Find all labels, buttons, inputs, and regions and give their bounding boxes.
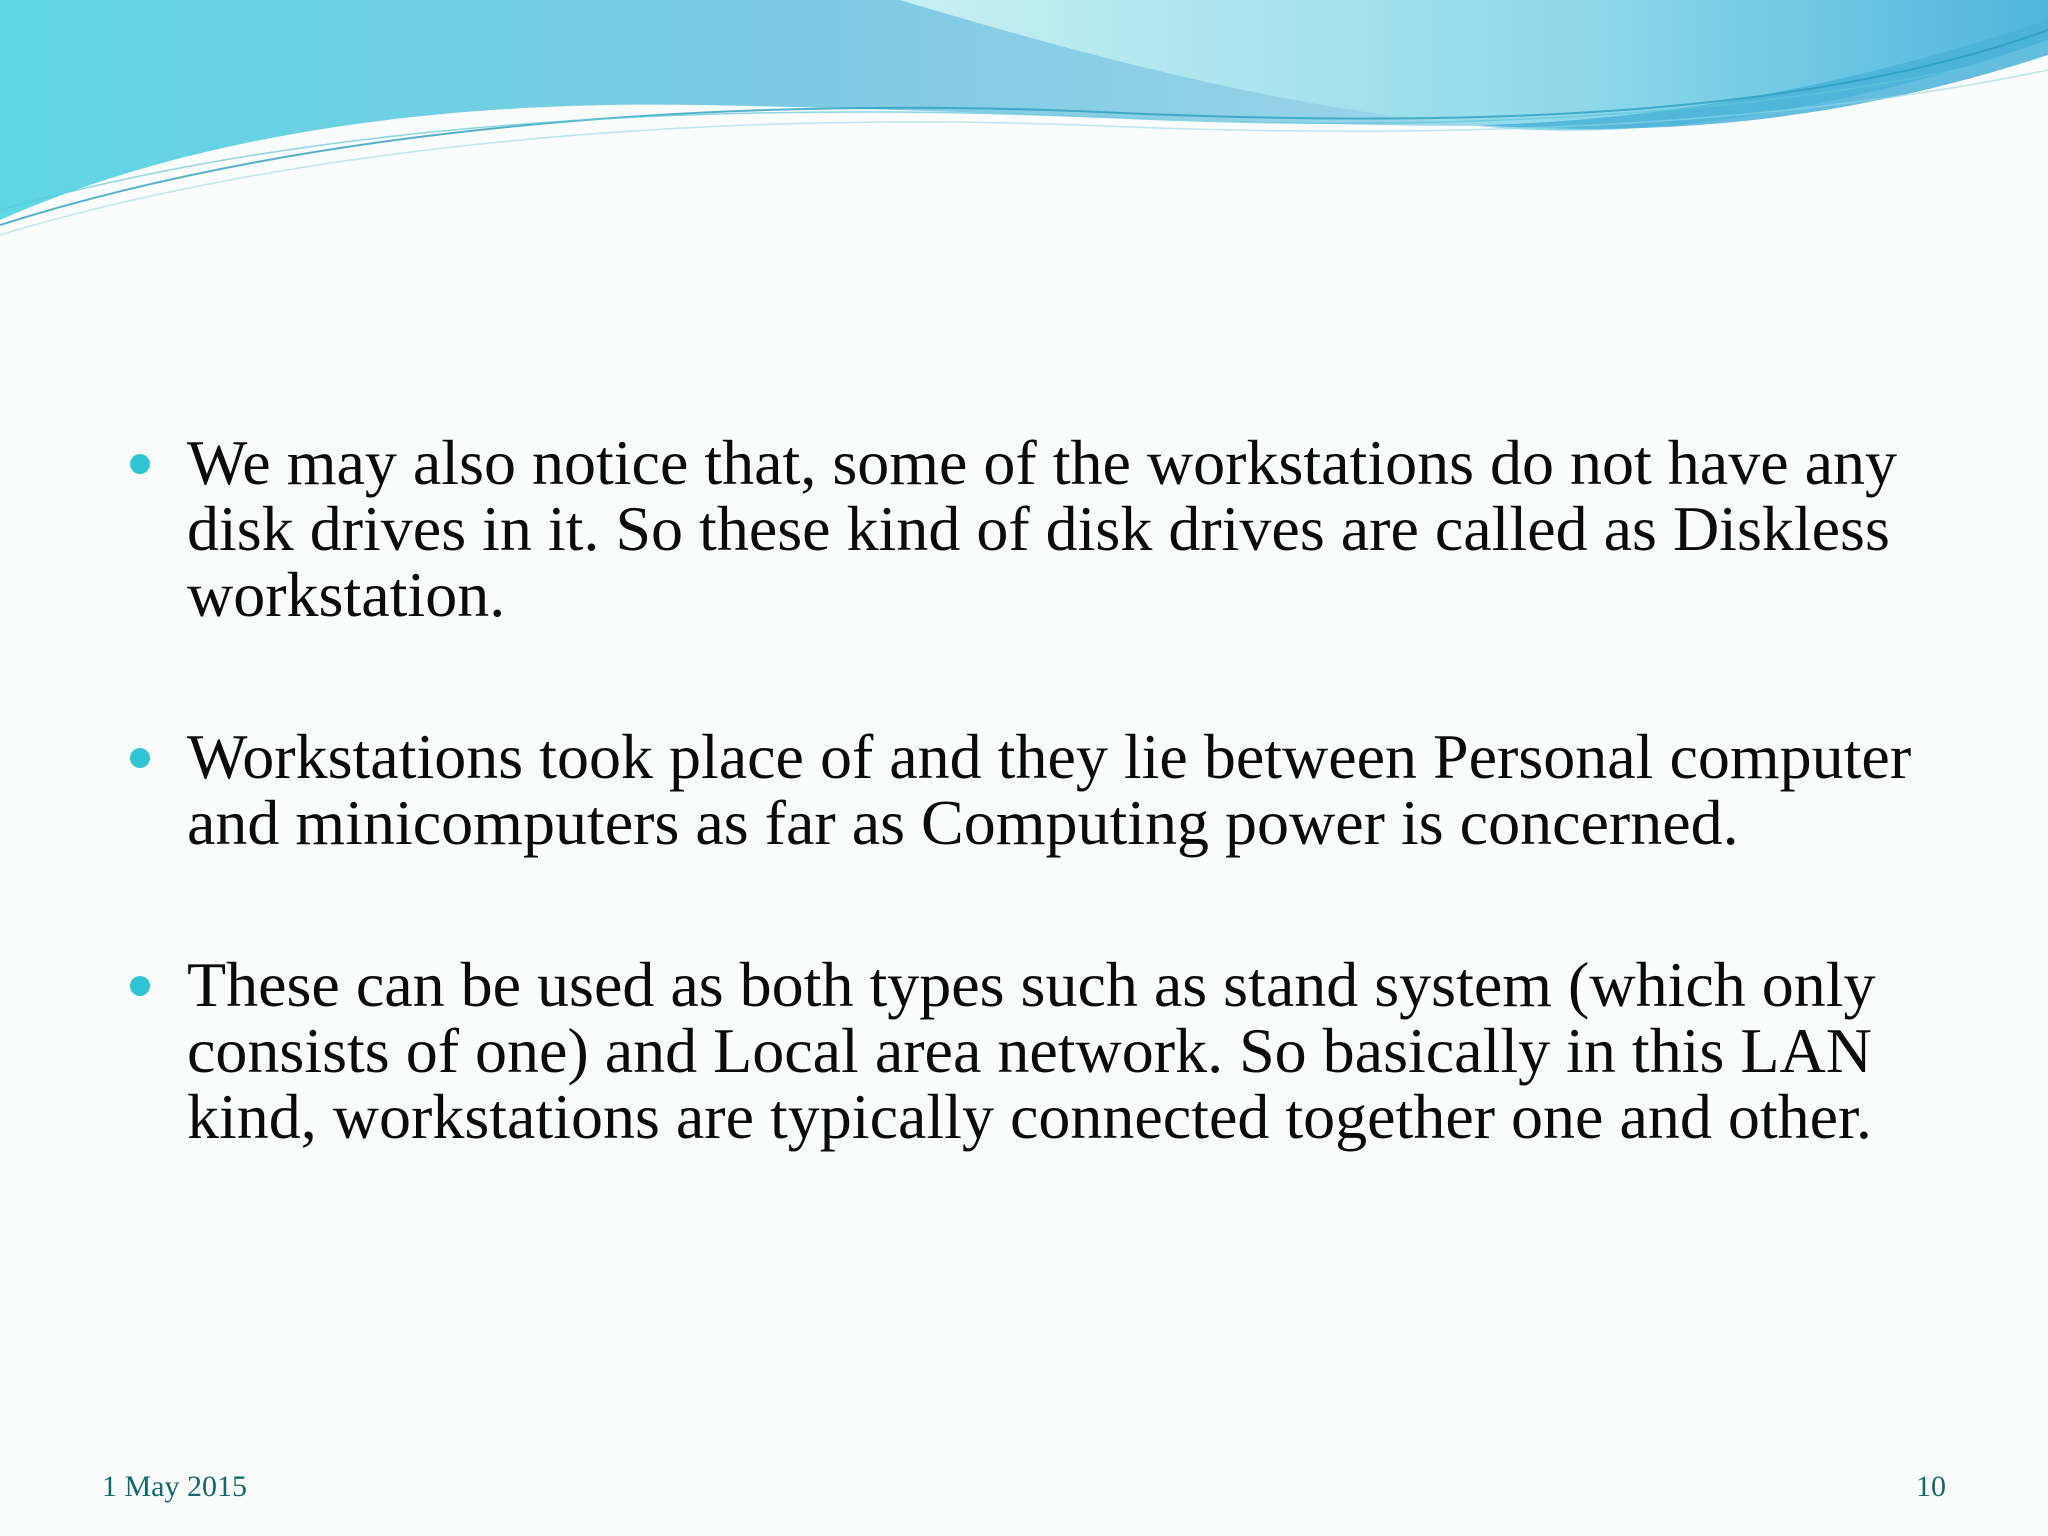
bullet-item — [130, 949, 1930, 1152]
bullet-text: These can be used as both types such as stand system (which only consists of one) and Local area network. So basically in this LAN kind, workstations are typically connected together one and other. — [187, 949, 1876, 1152]
bullet-dot-icon — [130, 748, 150, 768]
bullet-dot-icon — [130, 454, 150, 474]
bullet-item — [130, 427, 1930, 630]
bullet-dot-icon — [130, 976, 150, 996]
bullet-list — [130, 427, 1930, 1246]
footer-page-number: 10 — [1916, 1470, 1946, 1503]
bullet-text: Workstations took place of and they lie between Personal computer and minicomputers as far as Computing power is concerned. — [187, 721, 1912, 858]
bullet-text: We may also notice that, some of the workstations do not have any disk drives in it. So these kind of disk drives are called as Diskless workstation. — [187, 427, 1897, 630]
header-wave-decoration — [0, 0, 2048, 260]
footer-date: 1 May 2015 — [102, 1470, 247, 1503]
bullet-item — [130, 721, 1930, 858]
